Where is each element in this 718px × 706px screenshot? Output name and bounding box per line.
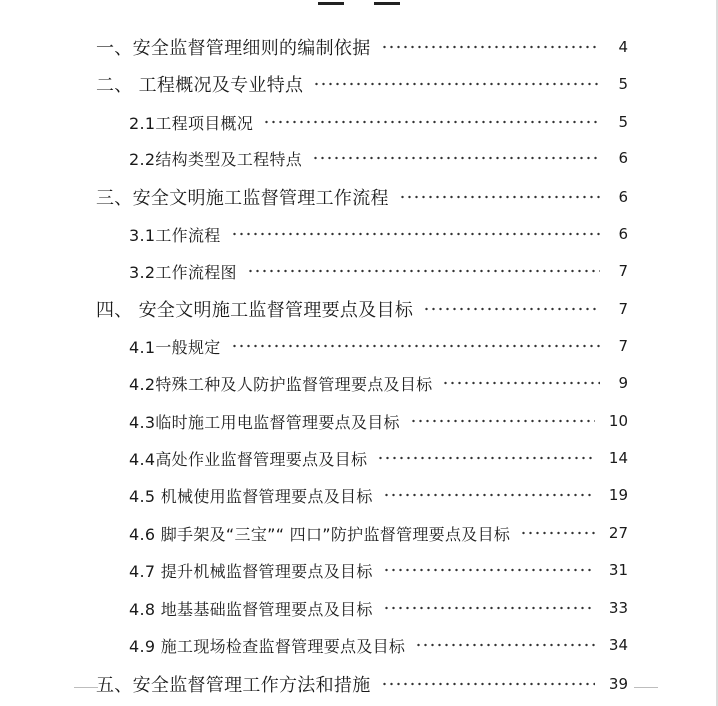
toc-entry-label: 2.1工程项目概况 [129, 113, 254, 133]
toc-page-number: 5 [618, 113, 628, 131]
toc-entry[interactable] [96, 670, 628, 698]
toc-entry-label: 2.2结构类型及工程特点 [129, 149, 303, 169]
toc-entry[interactable] [96, 33, 628, 61]
dot-leader [520, 531, 595, 535]
toc-entry-label: 二、 工程概况及专业特点 [96, 75, 304, 96]
toc-page-number: 6 [618, 149, 628, 167]
toc-entry-label: 五、安全监督管理工作方法和措施 [96, 675, 371, 696]
page-corner-mark [74, 687, 98, 698]
dot-leader [410, 419, 595, 423]
toc-page-number: 7 [618, 337, 628, 355]
toc-entry-label: 四、 安全文明施工监督管理要点及目标 [96, 300, 414, 321]
toc-entry-label: 4.3临时施工用电监督管理要点及目标 [129, 412, 400, 432]
toc-entry-label: 4.2特殊工种及人防护监督管理要点及目标 [129, 374, 433, 394]
toc-entry-label: 4.8 地基基础监督管理要点及目标 [129, 599, 373, 619]
toc-entry[interactable] [129, 108, 628, 136]
dot-leader [383, 568, 595, 572]
toc-page-number: 33 [608, 599, 628, 617]
toc-page-number: 31 [608, 561, 628, 579]
dot-leader [399, 195, 600, 199]
toc-page-number: 34 [608, 636, 628, 654]
toc-entry-label: 4.9 施工现场检查监督管理要点及目标 [129, 636, 406, 656]
toc-page-number: 19 [608, 486, 628, 504]
toc-page-number: 5 [618, 75, 628, 93]
dot-leader [442, 381, 600, 385]
toc-page-number: 7 [618, 300, 628, 318]
title-glyph-fragment [374, 0, 400, 5]
toc-page-number: 27 [608, 524, 628, 542]
toc-entry-label: 4.4高处作业监督管理要点及目标 [129, 449, 368, 469]
toc-entry[interactable] [129, 556, 628, 584]
toc-entry-label: 3.2工作流程图 [129, 262, 237, 282]
dot-leader [381, 45, 601, 49]
title-glyph-fragment [318, 0, 344, 5]
toc-entry[interactable] [129, 407, 628, 435]
dot-leader [231, 232, 600, 236]
toc-entry[interactable] [96, 295, 628, 323]
toc-entry[interactable] [129, 444, 628, 472]
toc-entry[interactable] [96, 183, 628, 211]
toc-page-number: 6 [618, 225, 628, 243]
toc-entry-label: 4.6 脚手架及“三宝”“ 四口”防护监督管理要点及目标 [129, 524, 511, 544]
title-fragment [318, 0, 408, 4]
dot-leader [423, 307, 600, 311]
toc-page-number: 14 [608, 449, 628, 467]
toc-entry-label: 3.1工作流程 [129, 225, 221, 245]
dot-leader [313, 82, 600, 86]
toc-entry[interactable] [129, 594, 628, 622]
toc-entry-label: 4.5 机械使用监督管理要点及目标 [129, 486, 373, 506]
dot-leader [383, 606, 595, 610]
toc-entry[interactable] [129, 369, 628, 397]
dot-leader [415, 643, 595, 647]
dot-leader [383, 493, 595, 497]
toc-entry-label: 三、安全文明施工监督管理工作流程 [96, 188, 389, 209]
toc-page-number: 7 [618, 262, 628, 280]
page-corner-mark [634, 687, 658, 698]
toc-page-number: 9 [618, 374, 628, 392]
dot-leader [231, 344, 600, 348]
toc-page-number: 39 [608, 675, 628, 693]
dot-leader [247, 269, 600, 273]
toc-entry[interactable] [129, 631, 628, 659]
toc-entry-label: 4.7 提升机械监督管理要点及目标 [129, 561, 373, 581]
dot-leader [377, 456, 595, 460]
dot-leader [381, 682, 595, 686]
dot-leader [312, 156, 600, 160]
toc-entry[interactable] [129, 220, 628, 248]
toc-entry[interactable] [129, 332, 628, 360]
toc-page-number: 4 [618, 38, 628, 56]
toc-entry[interactable] [129, 257, 628, 285]
toc-entry[interactable] [129, 519, 628, 547]
toc-page-number: 6 [618, 188, 628, 206]
toc-entry[interactable] [96, 70, 628, 98]
toc-page-number: 10 [608, 412, 628, 430]
toc-entry-label: 4.1一般规定 [129, 337, 221, 357]
toc-entry[interactable] [129, 144, 628, 172]
dot-leader [263, 120, 600, 124]
toc-entry-label: 一、安全监督管理细则的编制依据 [96, 38, 371, 59]
toc-entry[interactable] [129, 481, 628, 509]
